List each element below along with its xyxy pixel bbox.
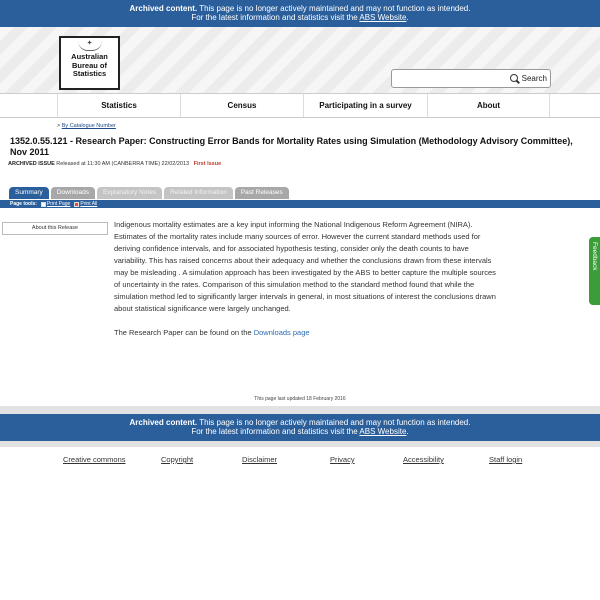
downloads-paragraph xyxy=(114,327,496,339)
footer-link-accessibility[interactable]: Accessibility xyxy=(403,455,444,464)
archive-banner-line2 xyxy=(0,13,600,22)
abs-website-link[interactable]: ABS Website xyxy=(359,427,407,436)
logo-line: Australian xyxy=(71,52,108,61)
archive-banner-strong: Archived content. xyxy=(129,418,198,427)
print-page-button[interactable] xyxy=(41,200,70,208)
abs-website-link[interactable]: ABS Website xyxy=(359,13,407,22)
archive-banner-strong: Archived content. xyxy=(129,4,198,13)
search-input[interactable] xyxy=(395,72,505,85)
print-all-label: Print All xyxy=(80,201,98,207)
abs-logo[interactable] xyxy=(59,36,120,90)
archive-banner-text: This page is no longer actively maintained and may not function as intended. xyxy=(197,4,471,13)
about-this-release-button[interactable]: About this Release xyxy=(2,222,108,235)
page-tools-label: Page tools: xyxy=(10,201,37,207)
site-header xyxy=(0,27,600,93)
logo-line: Bureau of xyxy=(71,60,107,70)
downloads-page-link[interactable]: Downloads page xyxy=(253,328,310,337)
page-title: 1352.0.55.121 - Research Paper: Constructing Error Bands for Mortality Rates using Simulation (Methodology Advisory Committee), Nov 2011 xyxy=(10,136,573,157)
feedback-tab[interactable] xyxy=(589,237,600,305)
archive-banner-line2-suffix: . xyxy=(406,427,409,436)
print-all-icon xyxy=(74,202,79,207)
nav-item-census[interactable]: Census xyxy=(180,94,303,117)
footer-divider-bottom xyxy=(0,441,600,447)
footer-divider-top xyxy=(0,406,600,414)
archived-issue-label: ARCHIVED ISSUE xyxy=(8,161,55,167)
logo-line: Statistics xyxy=(72,69,107,78)
main-nav xyxy=(0,93,600,118)
breadcrumb xyxy=(57,123,116,129)
archive-banner-text: This page is no longer actively maintained and may not function as intended. xyxy=(197,418,471,427)
search-icon xyxy=(510,74,520,84)
page-tools-bar xyxy=(0,200,600,208)
footer-link-creative-commons[interactable]: Creative commons xyxy=(63,455,126,464)
archive-banner-line1 xyxy=(0,418,600,427)
breadcrumb-link[interactable]: By Catalogue Number xyxy=(61,123,116,129)
archive-banner-line2-prefix: For the latest information and statistics visit the xyxy=(191,13,360,22)
coat-of-arms-icon: ✦ xyxy=(78,39,102,51)
archive-banner-top xyxy=(0,0,600,27)
print-all-button[interactable] xyxy=(74,200,97,208)
print-page-label: Print Page xyxy=(46,201,71,207)
archive-banner-line2 xyxy=(0,427,600,436)
archive-banner-line2-suffix: . xyxy=(406,13,409,22)
tab-downloads[interactable]: Downloads xyxy=(51,187,95,199)
tab-explanatory-notes[interactable]: Explanatory Notes xyxy=(97,187,162,199)
nav-item-statistics[interactable]: Statistics xyxy=(57,94,180,117)
search-button-label: Search xyxy=(521,74,547,83)
footer-link-disclaimer[interactable]: Disclaimer xyxy=(242,455,278,464)
tab-related-information[interactable]: Related Information xyxy=(164,187,233,199)
search-button[interactable] xyxy=(510,72,547,86)
first-issue-link[interactable]: First Issue xyxy=(193,161,222,167)
release-time: Released at 11:30 AM (CANBERRA TIME) 22/02/2013 xyxy=(56,161,190,167)
search-box xyxy=(391,69,551,88)
nav-item-participating-in-a-survey[interactable]: Participating in a survey xyxy=(303,94,427,117)
archive-banner-line1 xyxy=(0,4,600,13)
summary-content xyxy=(114,219,496,351)
logo-text xyxy=(61,53,118,79)
archive-banner-line2-prefix: For the latest information and statistics visit the xyxy=(191,427,360,436)
summary-paragraph: Indigenous mortality estimates are a key input informing the National Indigenous Reform Agreement (NIRA). Estimates of the mortality rates include many sources of error. However the current standard methods used for deriving confidence intervals, and for associated hypothesis testing, consider only the death counts to have variability. This has raised concerns about their adequacy and whether the conclusions drawn from these intervals may be misleading . A simulation approach has been investigated by the ABS to better capture the multiple sources of uncertainty in the rates. Comparison of this simulation method to the standard method found that while the simulation method led to significantly larger intervals in general, in most situations of interest the conclusions drawn about statistical significance were largely unchanged. xyxy=(114,220,496,313)
downloads-paragraph-text: The Research Paper can be found on the xyxy=(114,328,254,337)
footer-link-privacy[interactable]: Privacy xyxy=(330,455,355,464)
nav-item-about[interactable]: About xyxy=(427,94,550,117)
release-tabs xyxy=(9,187,289,199)
feedback-label: Feedback xyxy=(591,242,598,271)
footer-link-staff-login[interactable]: Staff login xyxy=(489,455,523,464)
tab-summary[interactable]: Summary xyxy=(9,187,49,199)
last-updated: This page last updated 18 February 2016 xyxy=(254,396,346,402)
print-icon xyxy=(41,202,46,207)
footer-link-copyright[interactable]: Copyright xyxy=(161,455,194,464)
issue-info xyxy=(8,161,221,167)
tab-past-releases[interactable]: Past Releases xyxy=(235,187,289,199)
breadcrumb-prefix: > xyxy=(57,123,62,129)
archive-banner-bottom xyxy=(0,414,600,441)
